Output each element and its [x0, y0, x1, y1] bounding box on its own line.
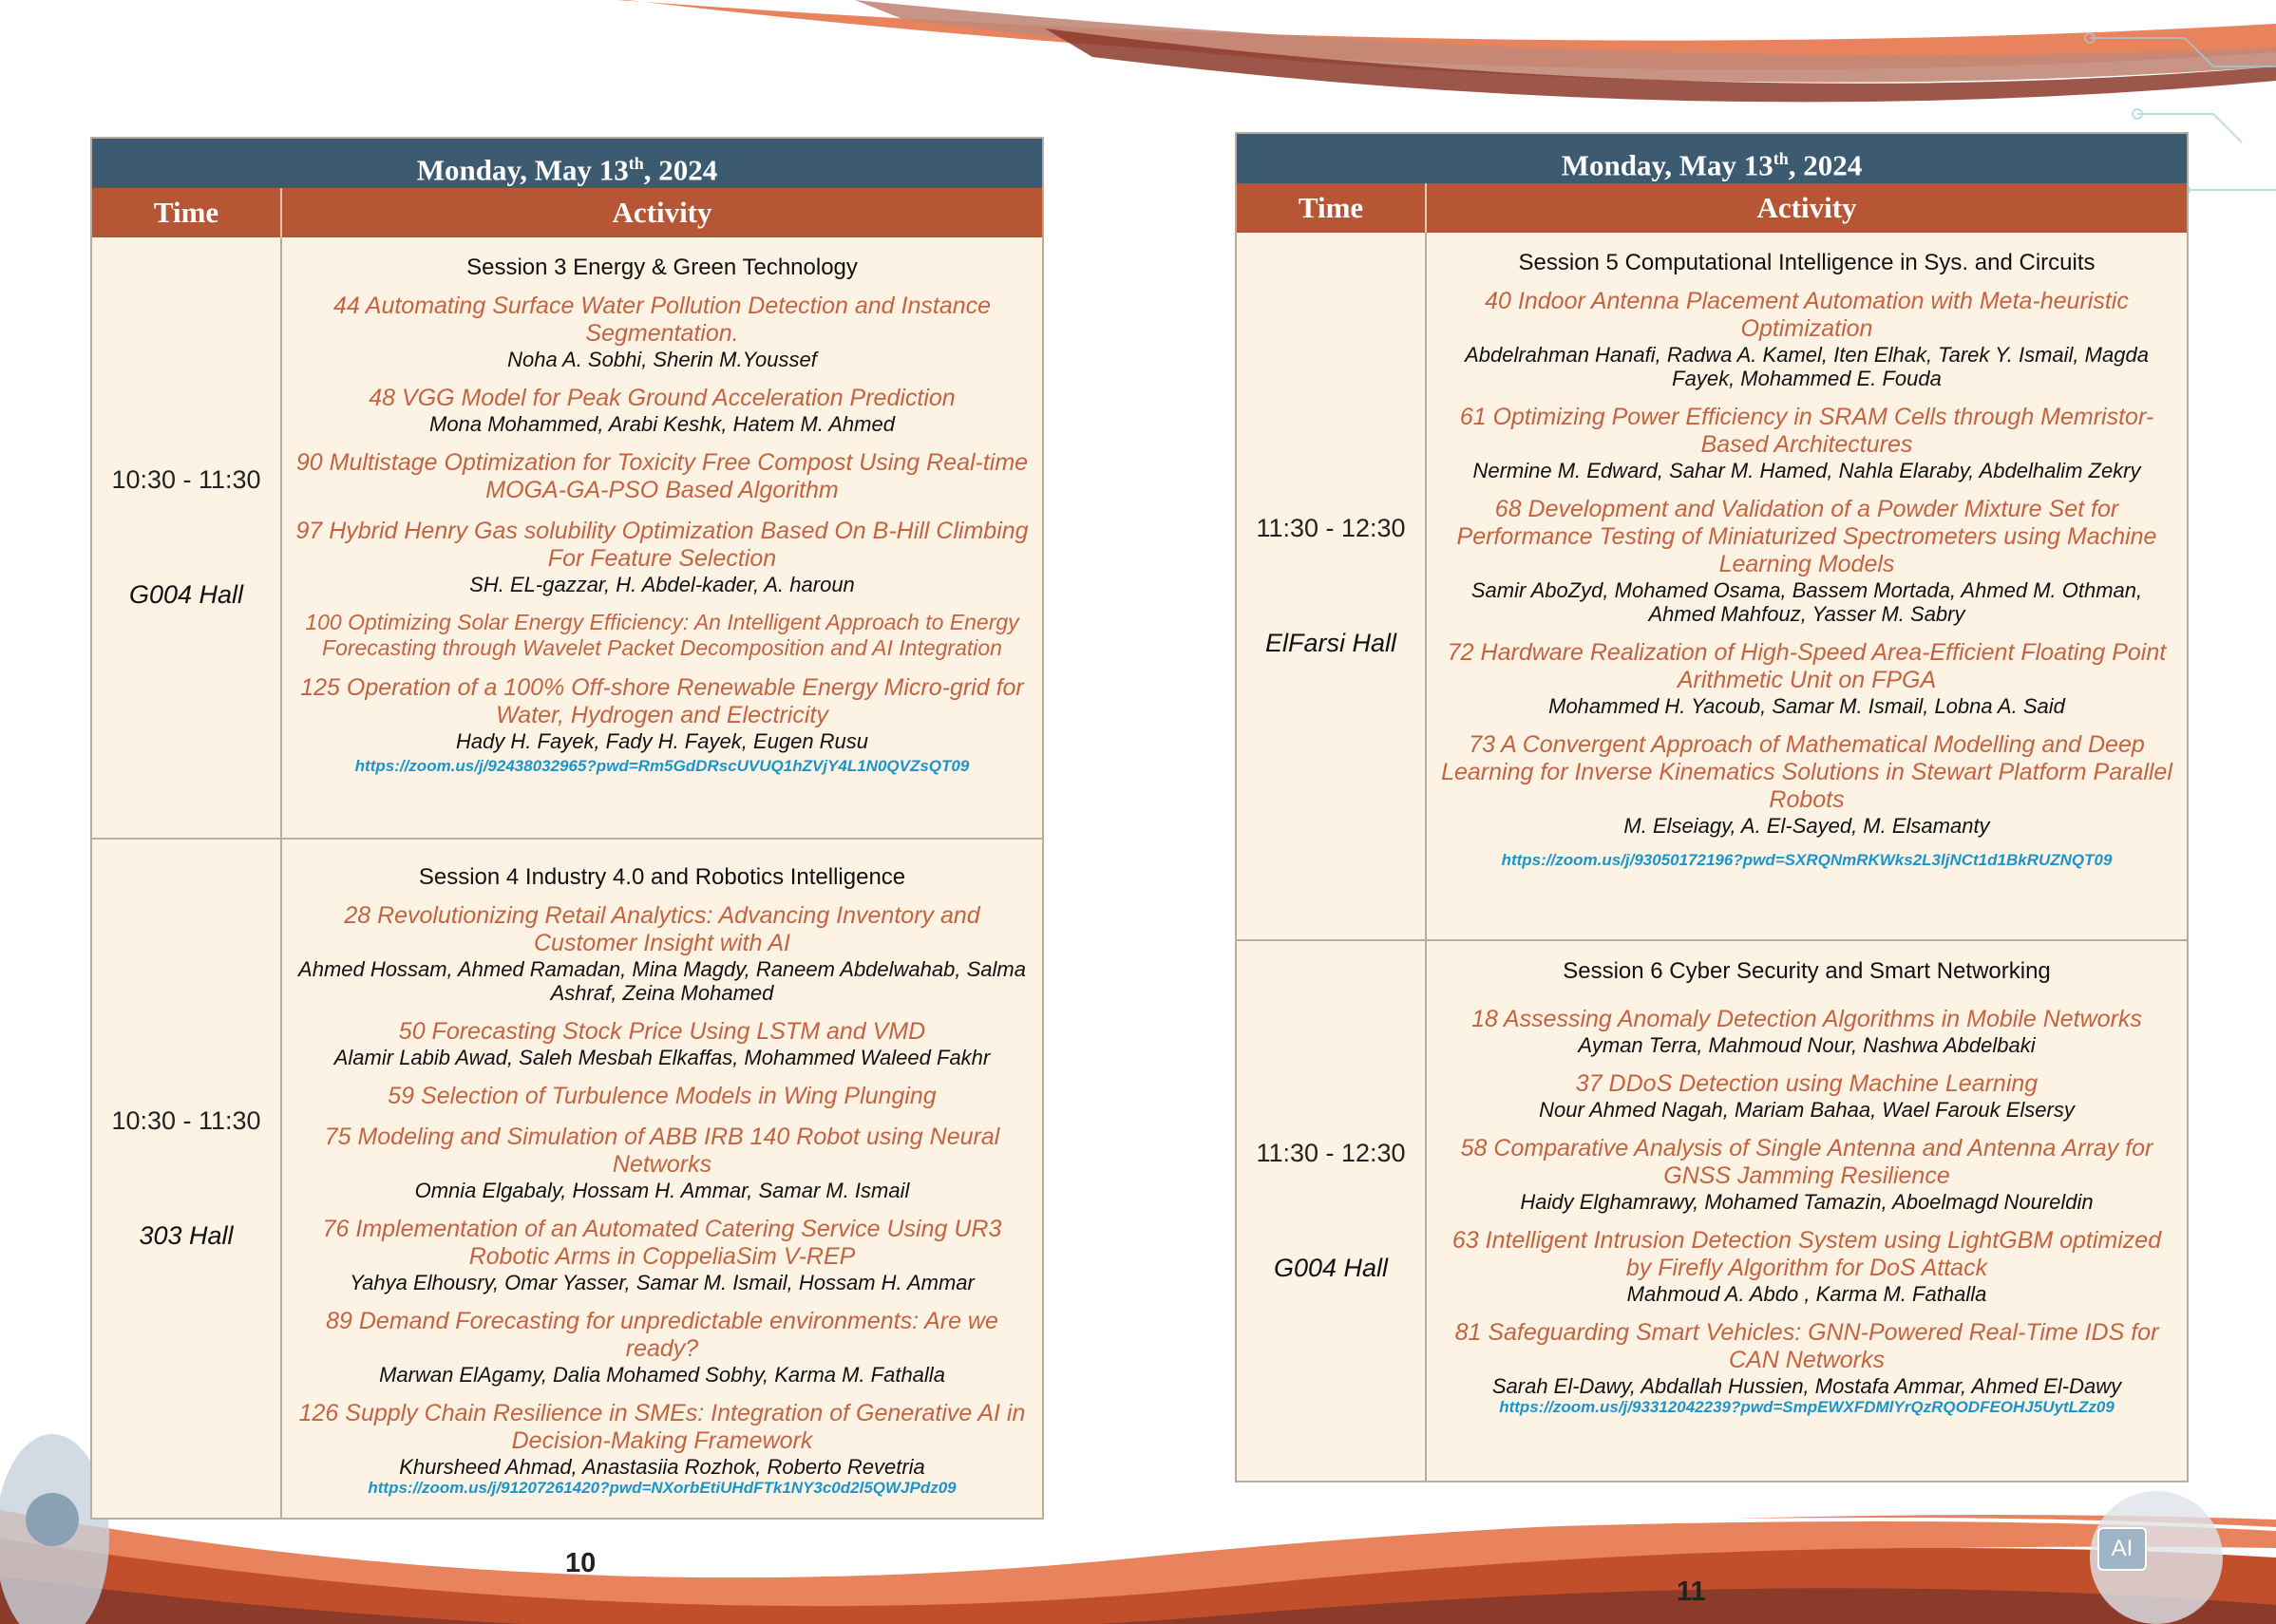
paper-item — [295, 449, 1029, 504]
zoom-link[interactable]: https://zoom.us/j/93050172196?pwd=SXRQNmRKWks2L3ljNCt1d1BkRUZNQT09 — [1501, 851, 2113, 869]
paper-item — [1440, 496, 2173, 626]
paper-title: 90 Multistage Optimization for Toxicity Free Compost Using Real-time MOGA-GA-PSO Based Algorithm — [295, 449, 1029, 503]
paper-title: 76 Implementation of an Automated Catering Service Using UR3 Robotic Arms in CoppeliaSim V-REP — [322, 1216, 1002, 1270]
paper-authors: M. Elseiagy, A. El-Sayed, M. Elsamanty — [1623, 814, 1990, 838]
time-column-header: Time — [92, 188, 282, 237]
paper-item — [295, 902, 1029, 1005]
session-title: Session 3 Energy & Green Technology — [466, 255, 858, 280]
zoom-link[interactable]: https://zoom.us/j/91207261420?pwd=NXorbEtiUHdFTk1NY3c0d2l5QWJPdz09 — [368, 1479, 957, 1497]
paper-authors: Omnia Elgabaly, Hossam H. Ammar, Samar M. Ismail — [414, 1179, 910, 1202]
session-hall: ElFarsi Hall — [1264, 629, 1397, 657]
paper-title: 73 A Convergent Approach of Mathematical Modelling and Deep Learning for Inverse Kinematics Solutions in Stewart Platform Parallel Robots — [1441, 731, 2172, 813]
paper-item — [295, 1083, 1029, 1110]
paper-authors: Mohammed H. Yacoub, Samar M. Ismail, Lobna A. Said — [1548, 694, 2065, 718]
schedule-table-left — [90, 137, 1044, 1520]
schedule-table-right — [1235, 132, 2189, 1482]
session-row — [92, 838, 1042, 1518]
paper-item — [1440, 731, 2173, 838]
page-number-right: 11 — [1677, 1577, 1706, 1607]
page-number-left: 10 — [565, 1548, 597, 1578]
paper-item — [1440, 404, 2173, 482]
activity-column-header: Activity — [1756, 191, 1857, 224]
time-cell — [92, 237, 282, 838]
paper-title: 28 Revolutionizing Retail Analytics: Advancing Inventory and Customer Insight with AI — [344, 902, 980, 956]
paper-title: 100 Optimizing Solar Energy Efficiency: An Intelligent Approach to Energy Forecasting through Wavelet Packet Decomposition and AI Integration — [305, 610, 1019, 660]
paper-item — [295, 1018, 1029, 1069]
paper-authors: Hady H. Fayek, Fady H. Fayek, Eugen Rusu — [455, 729, 869, 753]
session-title: Session 5 Computational Intelligence in Sys. and Circuits — [1518, 250, 2096, 275]
paper-title: 40 Indoor Antenna Placement Automation with Meta-heuristic Optimization — [1485, 288, 2129, 342]
paper-item — [295, 1216, 1029, 1294]
time-cell — [1237, 941, 1427, 1481]
session-hall: G004 Hall — [128, 580, 244, 609]
time-cell — [92, 840, 282, 1518]
paper-item — [1440, 1227, 2173, 1306]
paper-title: 59 Selection of Turbulence Models in Wing Plunging — [388, 1083, 937, 1109]
activity-cell — [282, 237, 1042, 838]
paper-title: 44 Automating Surface Water Pollution Detection and Instance Segmentation. — [332, 293, 992, 347]
paper-authors: Ahmed Hossam, Ahmed Ramadan, Mina Magdy, Raneem Abdelwahab, Salma Ashraf, Zeina Mohamed — [298, 957, 1026, 1005]
session-row — [92, 237, 1042, 838]
paper-title: 81 Safeguarding Smart Vehicles: GNN-Powered Real-Time IDS for CAN Networks — [1454, 1319, 2159, 1373]
paper-authors: Khursheed Ahmad, Anastasiia Rozhok, Roberto Revetria — [399, 1455, 925, 1479]
paper-title: 61 Optimizing Power Efficiency in SRAM Cells through Memristor-Based Architectures — [1459, 404, 2154, 458]
paper-title: 68 Development and Validation of a Powder Mixture Set for Performance Testing of Miniaturized Spectrometers using Machine Learning Models — [1456, 496, 2157, 577]
paper-authors: Ayman Terra, Mahmoud Nour, Nashwa Abdelbaki — [1578, 1033, 2036, 1057]
paper-title: 75 Modeling and Simulation of ABB IRB 140 Robot using Neural Networks — [324, 1124, 1000, 1178]
paper-item — [1440, 639, 2173, 718]
ai-badge-icon: AI — [2097, 1527, 2147, 1571]
date-header: Monday, May 13th, 2024 — [92, 139, 1042, 188]
paper-authors: Marwan ElAgamy, Dalia Mohamed Sobhy, Karma M. Fathalla — [379, 1363, 945, 1387]
paper-title: 125 Operation of a 100% Off-shore Renewable Energy Micro-grid for Water, Hydrogen and Electricity — [300, 674, 1024, 728]
activity-column-header: Activity — [612, 196, 712, 229]
time-cell — [1237, 233, 1427, 939]
paper-title: 18 Assessing Anomaly Detection Algorithms in Mobile Networks — [1471, 1006, 2142, 1032]
paper-title: 97 Hybrid Henry Gas solubility Optimization Based On B-Hill Climbing For Feature Selection — [295, 518, 1029, 572]
session-time: 10:30 - 11:30 — [111, 465, 261, 494]
paper-title: 72 Hardware Realization of High-Speed Area-Efficient Floating Point Arithmetic Unit on FPGA — [1447, 639, 2167, 693]
paper-title: 89 Demand Forecasting for unpredictable environments: Are we ready? — [326, 1308, 998, 1362]
zoom-link[interactable]: https://zoom.us/j/93312042239?pwd=SmpEWXFDMlYrQzRQODFEOHJ5UytLZz09 — [1499, 1398, 2115, 1416]
paper-item — [1440, 1070, 2173, 1122]
paper-item — [1440, 1319, 2173, 1398]
activity-cell — [1427, 233, 2187, 939]
paper-authors: Sarah El-Dawy, Abdallah Hussien, Mostafa Ammar, Ahmed El-Dawy — [1491, 1374, 2122, 1398]
session-hall: 303 Hall — [139, 1221, 234, 1250]
paper-title: 50 Forecasting Stock Price Using LSTM and VMD — [398, 1018, 926, 1045]
paper-authors: Nermine M. Edward, Sahar M. Hamed, Nahla Elaraby, Abdelhalim Zekry — [1472, 459, 2141, 482]
date-header: Monday, May 13th, 2024 — [1237, 134, 2187, 183]
paper-authors: Alamir Labib Awad, Saleh Mesbah Elkaffas, Mohammed Waleed Fakhr — [333, 1046, 991, 1069]
paper-authors: Haidy Elghamrawy, Mohamed Tamazin, Aboelmagd Noureldin — [1520, 1190, 2094, 1214]
paper-item — [295, 385, 1029, 436]
session-row — [1237, 939, 2187, 1481]
session-time: 11:30 - 12:30 — [1256, 1139, 1406, 1167]
activity-cell — [1427, 941, 2187, 1481]
paper-authors: SH. EL-gazzar, H. Abdel-kader, A. haroun — [469, 573, 855, 596]
paper-title: 37 DDoS Detection using Machine Learning — [1575, 1070, 2039, 1097]
paper-authors: Mona Mohammed, Arabi Keshk, Hatem M. Ahmed — [429, 412, 895, 436]
session-row — [1237, 233, 2187, 939]
paper-title: 126 Supply Chain Resilience in SMEs: Integration of Generative AI in Decision-Making Framework — [298, 1400, 1026, 1454]
paper-authors: Yahya Elhousry, Omar Yasser, Samar M. Ismail, Hossam H. Ammar — [350, 1271, 975, 1294]
paper-item — [295, 1124, 1029, 1202]
paper-authors: Abdelrahman Hanafi, Radwa A. Kamel, Iten Elhak, Tarek Y. Ismail, Magda Fayek, Mohammed E. Fouda — [1465, 343, 2149, 390]
paper-item — [1440, 288, 2173, 390]
paper-item — [295, 518, 1029, 596]
session-time: 11:30 - 12:30 — [1256, 514, 1406, 542]
zoom-link[interactable]: https://zoom.us/j/92438032965?pwd=Rm5GdDRscUVUQ1hZVjY4L1N0QVZsQT09 — [354, 757, 970, 775]
paper-authors: Samir AboZyd, Mohamed Osama, Bassem Mortada, Ahmed M. Othman, Ahmed Mahfouz, Yasser M. Sabry — [1470, 578, 2143, 626]
paper-title: 58 Comparative Analysis of Single Antenna and Antenna Array for GNSS Jamming Resilience — [1460, 1135, 2153, 1189]
column-header — [92, 188, 1042, 237]
paper-item — [295, 610, 1029, 661]
paper-authors: Noha A. Sobhi, Sherin M.Youssef — [507, 348, 817, 371]
paper-item — [1440, 1006, 2173, 1057]
paper-title: 63 Intelligent Intrusion Detection System using LightGBM optimized by Firefly Algorithm for DoS Attack — [1451, 1227, 2162, 1281]
activity-cell — [282, 840, 1042, 1518]
paper-authors: Nour Ahmed Nagah, Mariam Bahaa, Wael Farouk Elsersy — [1539, 1098, 2075, 1122]
paper-item — [1440, 1135, 2173, 1214]
session-time: 10:30 - 11:30 — [111, 1106, 261, 1135]
paper-authors: Mahmoud A. Abdo , Karma M. Fathalla — [1626, 1282, 1987, 1306]
session-title: Session 6 Cyber Security and Smart Networking — [1563, 958, 2051, 984]
session-hall: G004 Hall — [1273, 1254, 1389, 1282]
paper-title: 48 VGG Model for Peak Ground Acceleration Prediction — [369, 385, 956, 411]
paper-item — [295, 1400, 1029, 1479]
paper-item — [295, 293, 1029, 371]
time-column-header: Time — [1237, 183, 1427, 233]
paper-item — [295, 674, 1029, 753]
paper-item — [295, 1308, 1029, 1387]
column-header — [1237, 183, 2187, 233]
session-title: Session 4 Industry 4.0 and Robotics Intelligence — [418, 864, 906, 890]
